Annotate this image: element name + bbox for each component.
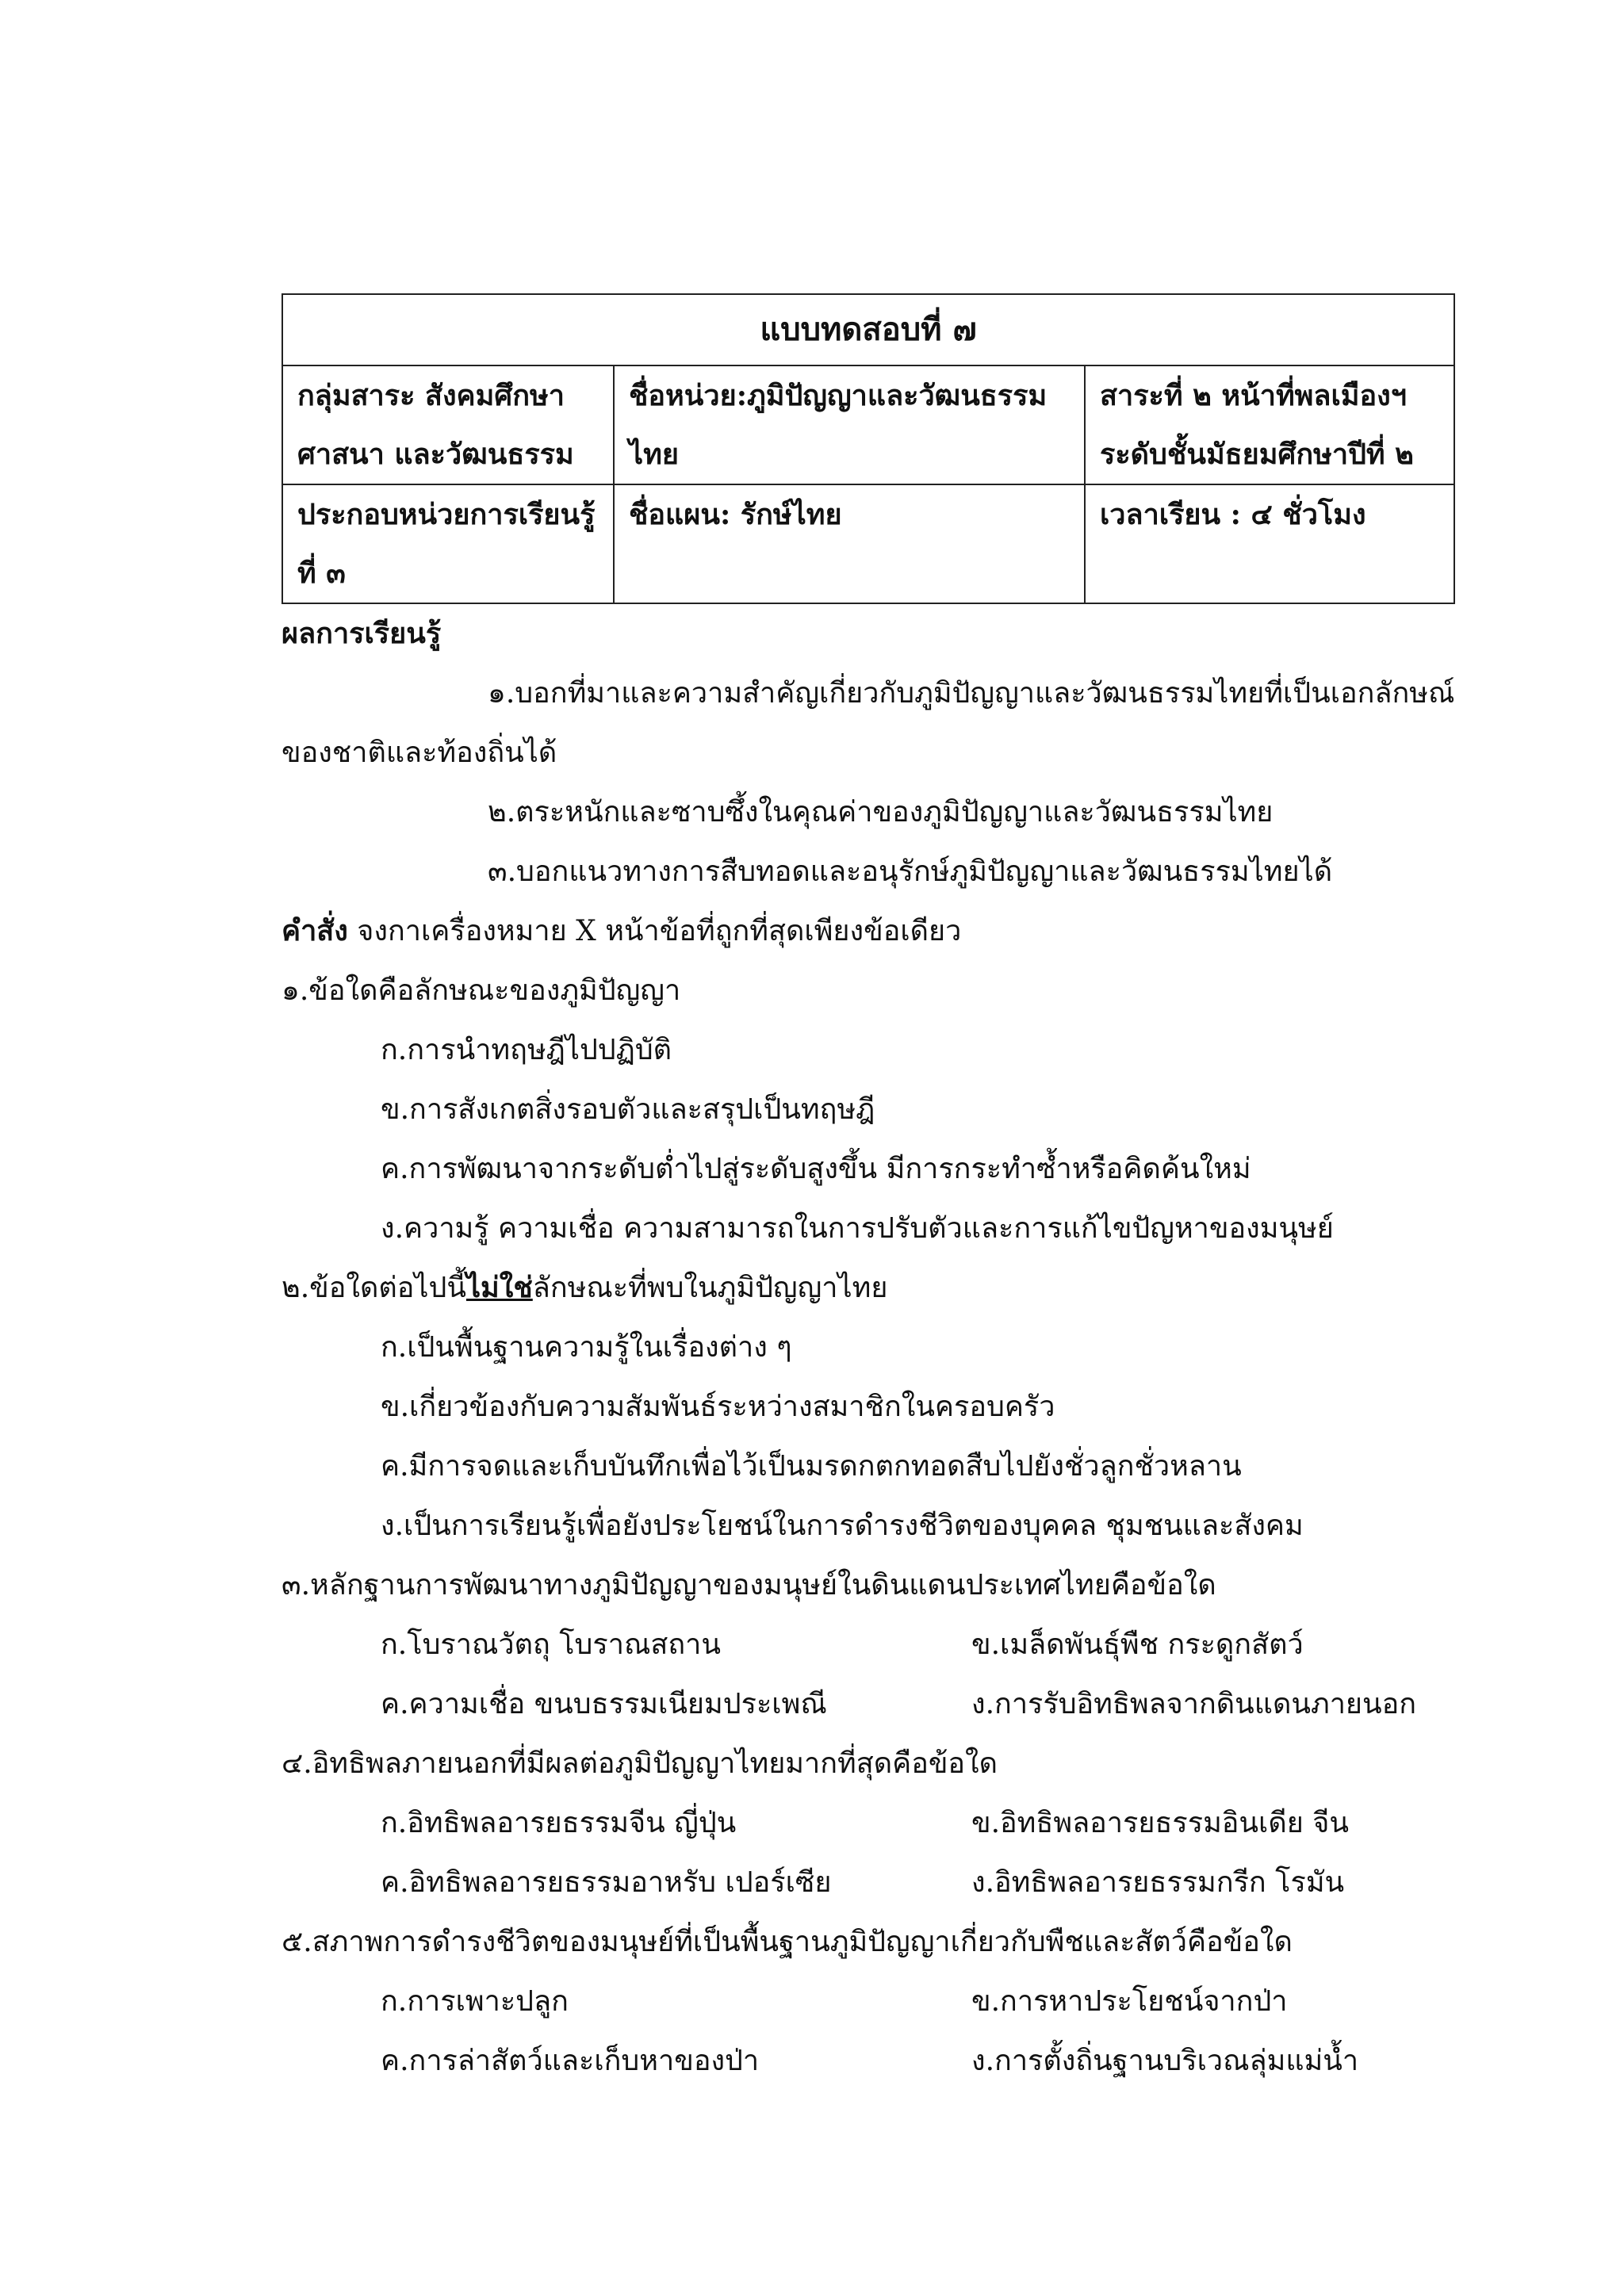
choice-3a[interactable]: ก.โบราณวัตถุ โบราณสถาน: [381, 1628, 721, 1661]
subject-group-cell: [282, 365, 614, 484]
study-time-cell: [1085, 484, 1454, 603]
question-2-emphasis: ไม่ใช่: [465, 1271, 533, 1304]
outcome-item: ๓.บอกแนวทางการสืบทอดและอนุรักษ์ภูมิปัญญาและวัฒนธรรมไทยได้: [488, 855, 1333, 888]
choice-1c[interactable]: ค.การพัฒนาจากระดับต่ำไปสู่ระดับสูงขึ้น มีการกระทำซ้ำหรือคิดค้นใหม่: [381, 1153, 1251, 1185]
outcome-item-continued: ของชาติและท้องถิ่นได้: [282, 737, 557, 769]
choice-2b[interactable]: ข.เกี่ยวข้องกับความสัมพันธ์ระหว่างสมาชิกในครอบครัว: [381, 1391, 1055, 1423]
question-2: [282, 1258, 1454, 1318]
choice-5d[interactable]: ง.การตั้งถิ่นฐานบริเวณลุ่มแม่น้ำ: [971, 2045, 1359, 2077]
choice-3b[interactable]: ข.เมล็ดพันธุ์พืช กระดูกสัตว์: [971, 1628, 1304, 1661]
choice-1a[interactable]: ก.การนำทฤษฎีไปปฏิบัติ: [381, 1034, 672, 1066]
choice-row: [282, 1853, 1454, 1912]
subject-group-line: กลุ่มสาระ สังคมศึกษา: [297, 379, 565, 412]
choice-4c[interactable]: ค.อิทธิพลอารยธรรมอาหรับ เปอร์เซีย: [381, 1866, 832, 1899]
learning-unit-line: ที่ ๓: [297, 557, 346, 590]
unit-name-line: ชื่อหน่วย:ภูมิปัญญาและวัฒนธรรม: [629, 379, 1048, 412]
question-3: ๓.หลักฐานการพัฒนาทางภูมิปัญญาของมนุษย์ในดินแดนประเทศไทยคือข้อใด: [282, 1569, 1216, 1601]
choice-4a[interactable]: ก.อิทธิพลอารยธรรมจีน ญี่ปุ่น: [381, 1807, 737, 1839]
choice-2d[interactable]: ง.เป็นการเรียนรู้เพื่อยังประโยชน์ในการดำรงชีวิตของบุคคล ชุมชนและสังคม: [381, 1510, 1304, 1542]
study-time-line: เวลาเรียน : ๔ ชั่วโมง: [1100, 498, 1366, 531]
question-2-pre: ๒.ข้อใดต่อไปนี้: [282, 1272, 466, 1304]
exam-title: แบบทดสอบที่ ๗: [282, 294, 1454, 365]
instruction-text: จงกาเครื่องหมาย X หน้าข้อที่ถูกที่สุดเพียงข้อเดียว: [347, 915, 962, 947]
instruction-label: คำสั่ง: [282, 914, 348, 947]
choice-1b[interactable]: ข.การสังเกตสิ่งรอบตัวและสรุปเป็นทฤษฎี: [381, 1093, 875, 1126]
plan-name-line: ชื่อแผน: รักษ์ไทย: [629, 498, 842, 531]
choice-4d[interactable]: ง.อิทธิพลอารยธรรมกรีก โรมัน: [971, 1866, 1345, 1899]
choice-2c[interactable]: ค.มีการจดและเก็บบันทึกเพื่อไว้เป็นมรดกตกทอดสืบไปยังชั่วลูกชั่วหลาน: [381, 1450, 1242, 1483]
plan-name-cell: [614, 484, 1085, 603]
choice-row: [282, 1615, 1454, 1674]
choice-row: [282, 1674, 1454, 1734]
question-4: ๔.อิทธิพลภายนอกที่มีผลต่อภูมิปัญญาไทยมากที่สุดคือข้อใด: [282, 1747, 998, 1780]
choice-2a[interactable]: ก.เป็นพื้นฐานความรู้ในเรื่องต่าง ๆ: [381, 1331, 792, 1364]
strand-level-cell: [1085, 365, 1454, 484]
outcome-item: ๒.ตระหนักและซาบซึ้งในคุณค่าของภูมิปัญญาและวัฒนธรรมไทย: [488, 796, 1274, 828]
level-line: ระดับชั้นมัธยมศึกษาปีที่ ๒: [1100, 438, 1414, 471]
subject-group-line: ศาสนา และวัฒนธรรม: [297, 438, 574, 471]
choice-3d[interactable]: ง.การรับอิทธิพลจากดินแดนภายนอก: [971, 1688, 1417, 1720]
choice-1d[interactable]: ง.ความรู้ ความเชื่อ ความสามารถในการปรับตัวและการแก้ไขปัญหาของมนุษย์: [381, 1212, 1334, 1245]
outcomes-heading: ผลการเรียนรู้: [282, 617, 442, 650]
question-5: ๕.สภาพการดำรงชีวิตของมนุษย์ที่เป็นพื้นฐานภูมิปัญญาเกี่ยวกับพืชและสัตว์คือข้อใด: [282, 1926, 1293, 1958]
header-table: [282, 293, 1455, 604]
choice-5b[interactable]: ข.การหาประโยชน์จากป่า: [971, 1985, 1288, 2018]
choice-row: [282, 1793, 1454, 1853]
instruction: [282, 901, 1454, 961]
learning-unit-line: ประกอบหน่วยการเรียนรู้: [297, 498, 596, 531]
exam-sheet: [282, 293, 1454, 2091]
outcome-item: ๑.บอกที่มาและความสำคัญเกี่ยวกับภูมิปัญญาและวัฒนธรรมไทยที่เป็นเอกลักษณ์: [488, 677, 1455, 710]
choice-5a[interactable]: ก.การเพาะปลูก: [381, 1985, 569, 2018]
choice-row: [282, 1972, 1454, 2031]
question-1: ๑.ข้อใดคือลักษณะของภูมิปัญญา: [282, 974, 681, 1007]
choice-row: [282, 2031, 1454, 2091]
unit-name-cell: [614, 365, 1085, 484]
strand-line: สาระที่ ๒ หน้าที่พลเมืองฯ: [1100, 379, 1407, 412]
choice-5c[interactable]: ค.การล่าสัตว์และเก็บหาของป่า: [381, 2045, 760, 2077]
learning-unit-cell: [282, 484, 614, 603]
unit-name-line: ไทย: [629, 438, 679, 471]
choice-4b[interactable]: ข.อิทธิพลอารยธรรมอินเดีย จีน: [971, 1807, 1349, 1839]
question-2-post: ลักษณะที่พบในภูมิปัญญาไทย: [532, 1272, 888, 1304]
choice-3c[interactable]: ค.ความเชื่อ ขนบธรรมเนียมประเพณี: [381, 1688, 827, 1720]
